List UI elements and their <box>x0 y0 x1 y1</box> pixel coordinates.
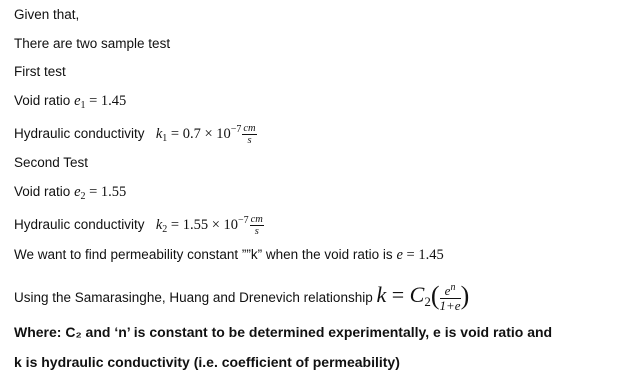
conductivity-1-unit <box>242 123 256 146</box>
formula-denominator: 1+e <box>439 297 461 313</box>
void-ratio-1-label: Void ratio <box>14 93 71 108</box>
conductivity-2-var: k <box>155 217 163 233</box>
conductivity-1-math <box>155 123 257 147</box>
void-ratio-1-line <box>14 92 126 115</box>
void-ratio-2-sub: 2 <box>80 191 86 202</box>
conductivity-2-label: Hydraulic conductivity <box>14 217 145 232</box>
where-definition-line: Where: C₂ and ‘n’ is constant to be determined experimentally, e is void ratio and <box>14 324 553 340</box>
formula-open-paren: ( <box>430 281 440 310</box>
conductivity-2-sub: 2 <box>162 224 168 235</box>
first-test-heading: First test <box>14 64 66 79</box>
conductivity-2-unit-num: cm <box>250 214 263 226</box>
conductivity-1-exp: −7 <box>230 124 242 135</box>
formula-k: k <box>376 282 387 307</box>
conductivity-1-unit-den: s <box>247 135 252 147</box>
conductivity-1-unit-num: cm <box>243 123 256 135</box>
relationship-formula <box>376 281 470 313</box>
k-definition-line: k is hydraulic conductivity (i.e. coefficient of permeability) <box>14 354 400 370</box>
void-ratio-1-sub: 1 <box>80 100 86 111</box>
formula-equals: = <box>391 282 405 307</box>
void-ratio-1-value: = 1.45 <box>89 93 127 109</box>
formula-numerator <box>440 281 461 299</box>
given-text: Given that, <box>14 7 80 22</box>
void-ratio-2-var: e <box>74 184 81 200</box>
formula-numerator-base: e <box>444 282 451 298</box>
find-permeability-var: e <box>396 247 403 263</box>
conductivity-1-sub: 1 <box>162 133 168 144</box>
two-samples-text: There are two sample test <box>14 36 171 51</box>
relationship-text: Using the Samarasinghe, Huang and Drenevich relationship <box>14 290 373 305</box>
find-permeability-line <box>14 246 444 264</box>
find-permeability-value: = 1.45 <box>406 247 444 263</box>
conductivity-1-var: k <box>155 126 163 142</box>
second-test-heading: Second Test <box>14 155 89 170</box>
conductivity-1-label: Hydraulic conductivity <box>14 126 145 141</box>
formula-fraction <box>440 281 461 313</box>
conductivity-2-unit-den: s <box>254 226 259 238</box>
find-permeability-text: We want to find permeability constant ””k” when the void ratio is <box>14 247 393 262</box>
conductivity-1-line <box>14 121 257 148</box>
formula-c-sub: 2 <box>424 294 431 309</box>
formula-c: C <box>409 282 425 307</box>
void-ratio-2-label: Void ratio <box>14 184 71 199</box>
formula-close-paren: ) <box>460 281 470 310</box>
formula-numerator-exp: n <box>450 281 456 293</box>
relationship-line <box>14 276 469 321</box>
void-ratio-1-math <box>74 93 126 109</box>
conductivity-2-value: = 1.55 × 10 <box>170 217 238 233</box>
conductivity-1-value: = 0.7 × 10 <box>170 126 231 142</box>
conductivity-2-line <box>14 212 264 239</box>
void-ratio-2-math <box>74 184 126 200</box>
void-ratio-2-line <box>14 183 126 206</box>
conductivity-2-math <box>155 214 264 238</box>
conductivity-2-unit <box>250 214 264 237</box>
find-permeability-math <box>396 247 443 263</box>
void-ratio-1-var: e <box>74 93 81 109</box>
void-ratio-2-value: = 1.55 <box>89 184 127 200</box>
conductivity-2-exp: −7 <box>238 215 249 226</box>
